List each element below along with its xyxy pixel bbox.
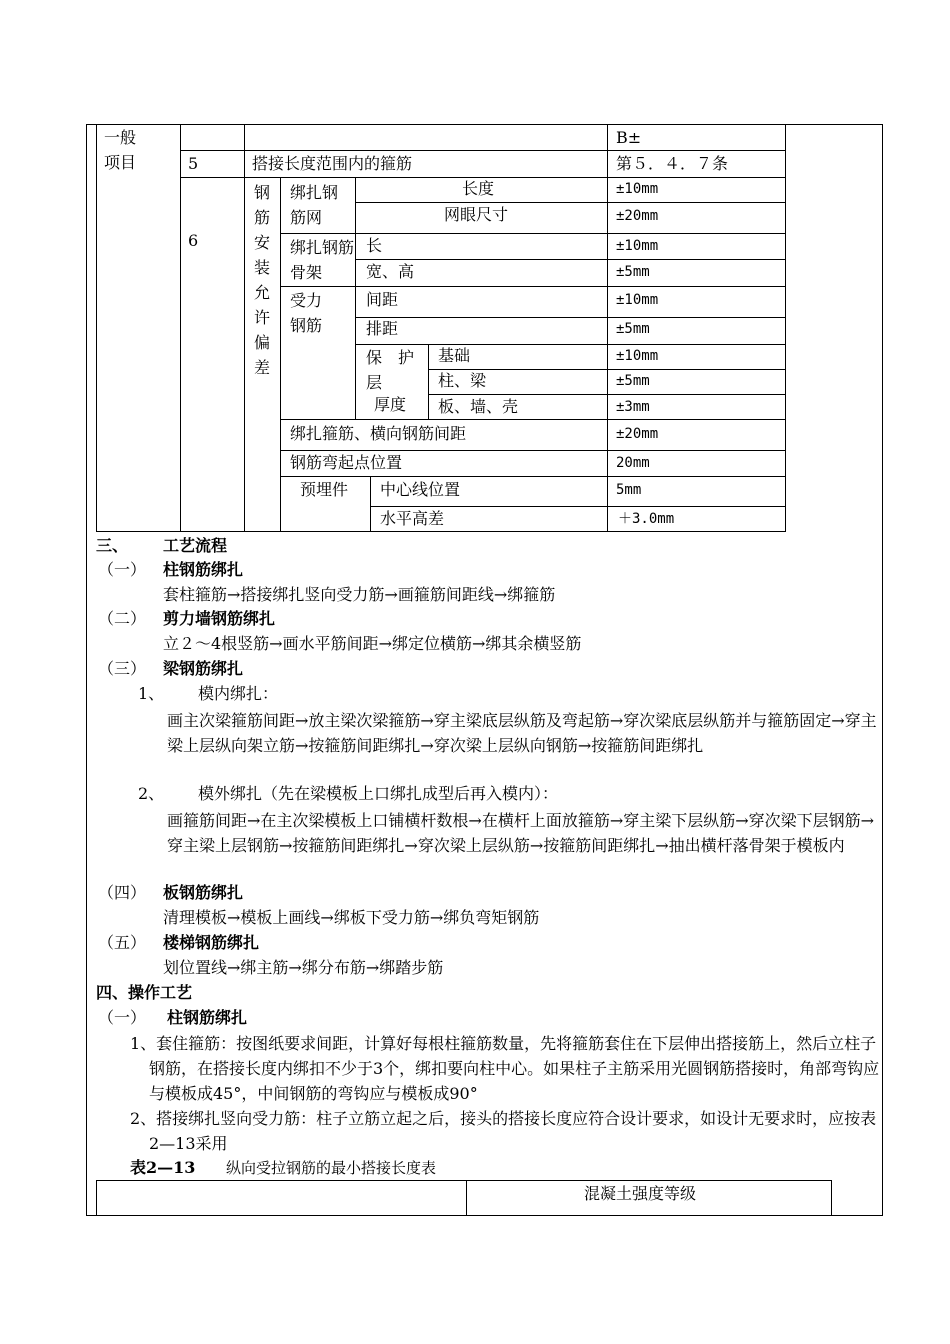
s3-5-text: 划位置线→绑主筋→绑分布筋→绑踏步筋 <box>163 958 444 977</box>
s3-5-title: 楼梯钢筋绑扎 <box>163 933 260 952</box>
table2-caption: 纵向受拉钢筋的最小搭接长度表 <box>226 1159 437 1177</box>
s3-3-title: 梁钢筋绑扎 <box>163 659 244 678</box>
width-height-value: ±5mm <box>616 264 650 280</box>
s3-1-text: 套柱箍筋→搭接绑扎竖向受力筋→画箍筋间距线→绑箍筋 <box>163 585 556 604</box>
length-label: 长度 <box>462 179 495 198</box>
s3-3-2-title: 模外绑扎（先在梁模板上口绑扎成型后再入模内）： <box>198 784 559 803</box>
row5-number: 5 <box>188 154 199 173</box>
spacing-label: 间距 <box>366 290 399 309</box>
cover-label: 保 护层 <box>366 348 415 392</box>
center-line-label: 中心线位置 <box>380 480 461 499</box>
s3-3-2-text: 画箍筋间距→在主次梁模板上口铺横杆数根→在横杆上面放箍筋→穿主梁下层纵筋→穿次梁下层钢筋→穿主梁上层钢筋→按箍筋间距绑扎→穿次梁上层纵筋→按箍筋间距绑扎→抽出横杆落骨架于模板内 <box>167 811 875 855</box>
s4-paragraph-1: 1、套住箍筋：按图纸要求间距，计算好每根柱箍筋数量，先将箍筋套住在下层伸出搭接筋上，然后立柱子钢筋，在搭接长度内绑扣不少于3个，绑扣要向柱中心。如果柱子主筋采用光圆钢筋搭接时，角部弯钩应与模板成45°，中间钢筋的弯钩应与模板成90° <box>130 1034 880 1103</box>
spacing-value: ±10mm <box>616 292 659 308</box>
s3-4-title: 板钢筋绑扎 <box>163 883 244 902</box>
general-item-label-2: 项目 <box>104 153 137 172</box>
stress-bar-label: 受力钢筋 <box>290 291 323 335</box>
row-b-value: B± <box>616 128 642 147</box>
level-diff-value: ＋3.0mm <box>618 511 675 527</box>
concrete-grade-header: 混凝土强度等级 <box>584 1184 697 1203</box>
s3-2-title: 剪力墙钢筋绑扎 <box>163 609 276 628</box>
s3-1-number: （一） <box>98 560 147 579</box>
bend-point-value: 20mm <box>616 455 650 471</box>
s4-1-number: （一） <box>98 1008 147 1027</box>
section3-number: 三、 <box>96 536 129 555</box>
s3-3-1-title: 模内绑扎： <box>198 684 279 703</box>
s3-2-number: （二） <box>98 609 147 628</box>
section3-heading: 工艺流程 <box>163 536 228 555</box>
s4-paragraph-2: 2、搭接绑扎竖向受力筋：柱子立筋立起之后，接头的搭接长度应符合设计要求，如设计无要求时，应按表2—13采用 <box>130 1109 877 1153</box>
column-beam-label: 柱、梁 <box>438 371 487 390</box>
s3-5-number: （五） <box>98 933 147 952</box>
general-item-label: 一般 <box>104 128 137 147</box>
length-value: ±10mm <box>616 181 659 197</box>
s3-1-title: 柱钢筋绑扎 <box>163 560 244 579</box>
long-label: 长 <box>366 236 383 255</box>
long-value: ±10mm <box>616 238 659 254</box>
stirrup-spacing-label: 绑扎箍筋、横向钢筋间距 <box>290 424 467 443</box>
width-height-label: 宽、高 <box>366 262 415 281</box>
s3-4-number: （四） <box>98 883 147 902</box>
s3-3-1-number: 1、 <box>138 684 165 703</box>
section4-heading: 四、操作工艺 <box>96 983 193 1002</box>
stirrup-spacing-value: ±20mm <box>616 426 659 442</box>
s3-2-text: 立２～4根竖筋→画水平筋间距→绑定位横筋→绑其余横竖筋 <box>163 634 582 653</box>
s3-3-number: （三） <box>98 659 147 678</box>
slab-wall-shell-label: 板、墙、壳 <box>438 397 519 416</box>
s3-3-1-text: 画主次梁箍筋间距→放主梁次梁箍筋→穿主梁底层纵筋及弯起筋→穿次梁底层纵筋并与箍筋固定→穿主梁上层纵向架立筋→按箍筋间距绑扎→穿次梁上层纵向钢筋→按箍筋间距绑扎 <box>167 711 877 755</box>
embedded-label: 预埋件 <box>300 480 349 499</box>
level-diff-label: 水平高差 <box>380 509 445 528</box>
row-spacing-label: 排距 <box>366 319 399 338</box>
row6-category: 钢筋安装允许偏差 <box>253 183 270 377</box>
mesh-size-value: ±20mm <box>616 208 659 224</box>
tie-cage-label: 绑扎钢筋骨架 <box>290 238 355 282</box>
s3-4-text: 清理模板→模板上画线→绑板下受力筋→绑负弯矩钢筋 <box>163 908 540 927</box>
row5-value: 第５．４．７条 <box>616 154 729 173</box>
foundation-value: ±10mm <box>616 348 659 364</box>
cover-thickness-label: 厚度 <box>374 395 407 414</box>
s3-3-2-number: 2、 <box>138 784 165 803</box>
center-line-value: 5mm <box>616 482 642 498</box>
table-left-inner-border <box>96 124 97 532</box>
column-beam-value: ±5mm <box>616 373 650 389</box>
row-spacing-value: ±5mm <box>616 321 650 337</box>
tie-mesh-label: 绑扎钢筋网 <box>290 183 339 227</box>
row6-number: 6 <box>188 231 199 250</box>
mesh-size-label: 网眼尺寸 <box>444 205 509 224</box>
bend-point-label: 钢筋弯起点位置 <box>290 453 403 472</box>
s4-1-title: 柱钢筋绑扎 <box>167 1008 248 1027</box>
table2-caption-number: 表2—13 <box>130 1158 196 1177</box>
row5-item: 搭接长度范围内的箍筋 <box>252 154 413 173</box>
foundation-label: 基础 <box>438 346 471 365</box>
slab-wall-shell-value: ±3mm <box>616 399 650 415</box>
